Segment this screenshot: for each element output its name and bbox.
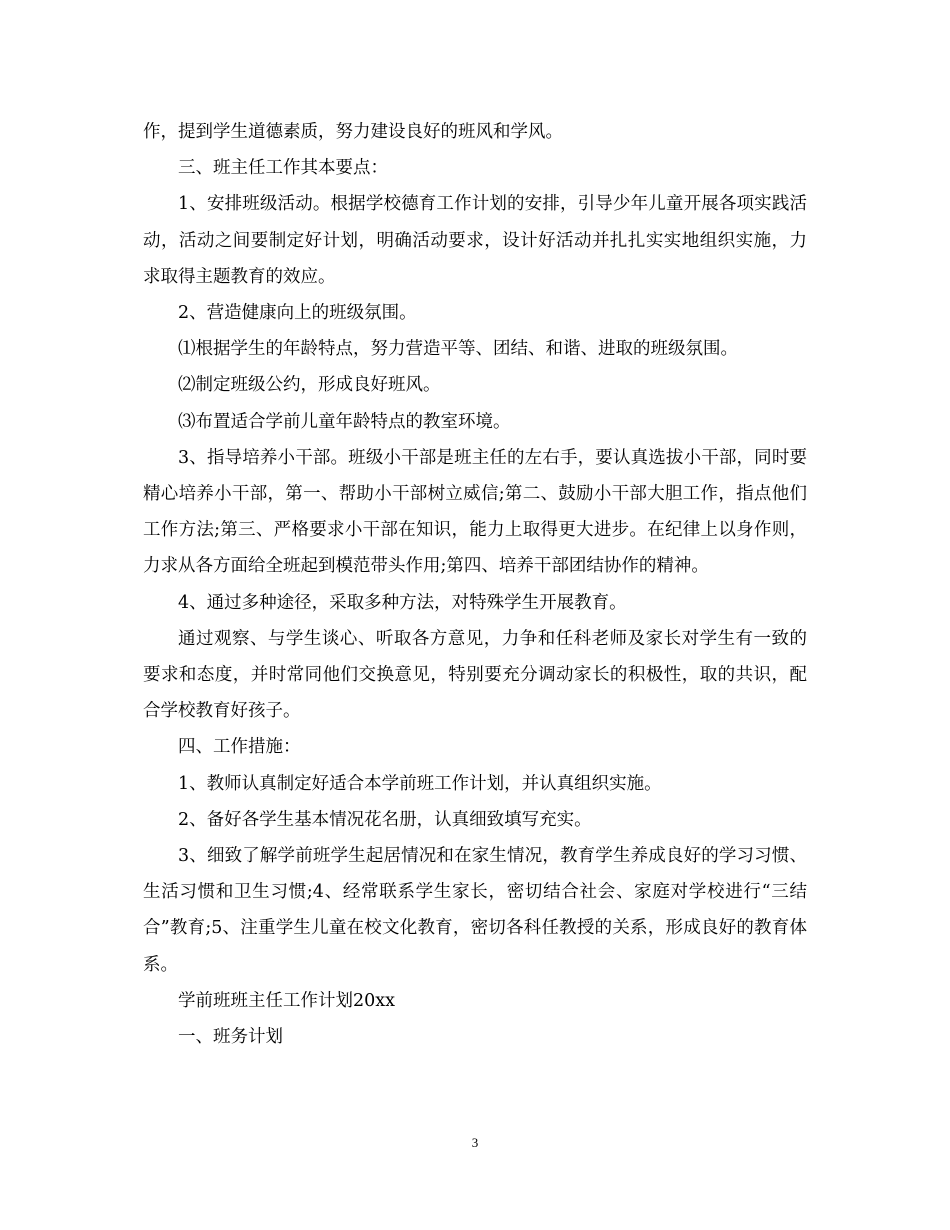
paragraph-class-cadres: 3、指导培养小干部。班级小干部是班主任的左右手，要认真选拔小干部，同时要精心培养小干部，第一、帮助小干部树立威信;第二、鼓励小干部大胆工作，指点他们工作方法;第三、严格要求小干部在知识，能力上取得更大进步。在纪律上以身作则，力求从各方面给全班起到模范带头作用;第四、培养干部团结协作的精神。	[143, 447, 807, 577]
sub-item-3: ⑶布置适合学前儿童年龄特点的教室环境。	[178, 411, 511, 432]
paragraph-measure-2: 2、备好各学生基本情况花名册，认真细致填写充实。	[178, 809, 592, 830]
sub-item-1: ⑴根据学生的年龄特点，努力营造平等、团结、和谐、进取的班级氛围。	[178, 339, 738, 360]
paragraph-measure-1: 1、教师认真制定好适合本学前班工作计划，并认真组织实施。	[178, 773, 662, 794]
document-subtitle: 学前班班主任工作计划20xx	[178, 990, 396, 1011]
paragraph-class-activities: 1、安排班级活动。根据学校德育工作计划的安排，引导少年儿童开展各项实践活动，活动之间要制定好计划，明确活动要求，设计好活动并扎扎实实地组织实施，力求取得主题教育的效应。	[143, 194, 807, 287]
section-heading-measures: 四、工作措施：	[178, 737, 301, 758]
paragraph-special-students: 4、通过多种途径，采取多种方法，对特殊学生开展教育。	[178, 592, 627, 613]
section-heading-class-plan: 一、班务计划	[178, 1027, 283, 1048]
paragraph-observation: 通过观察、与学生谈心、听取各方意见，力争和任科老师及家长对学生有一致的要求和态度，并时常同他们交换意见，特别要充分调动家长的积极性，取的共识，配合学校教育好孩子。	[143, 628, 807, 722]
paragraph-class-atmosphere: 2、营造健康向上的班级氛围。	[178, 303, 417, 324]
section-heading-key-points: 三、班主任工作其本要点：	[178, 158, 388, 179]
document-body	[143, 114, 807, 1055]
paragraph-continuation: 作，提到学生道德素质，努力建设良好的班风和学风。	[143, 122, 563, 142]
paragraph-measure-3: 3、细致了解学前班学生起居情况和在家生情况，教育学生养成良好的学习习惯、生活习惯和卫生习惯;4、经常联系学生家长，密切结合社会、家庭对学校进行“三结合”教育;5、注重学生儿童在校文化教育，密切各科任教授的关系，形成良好的教育体系。	[143, 846, 807, 975]
page-number: 3	[471, 1135, 479, 1150]
sub-item-2: ⑵制定班级公约，形成良好班风。	[178, 375, 441, 396]
